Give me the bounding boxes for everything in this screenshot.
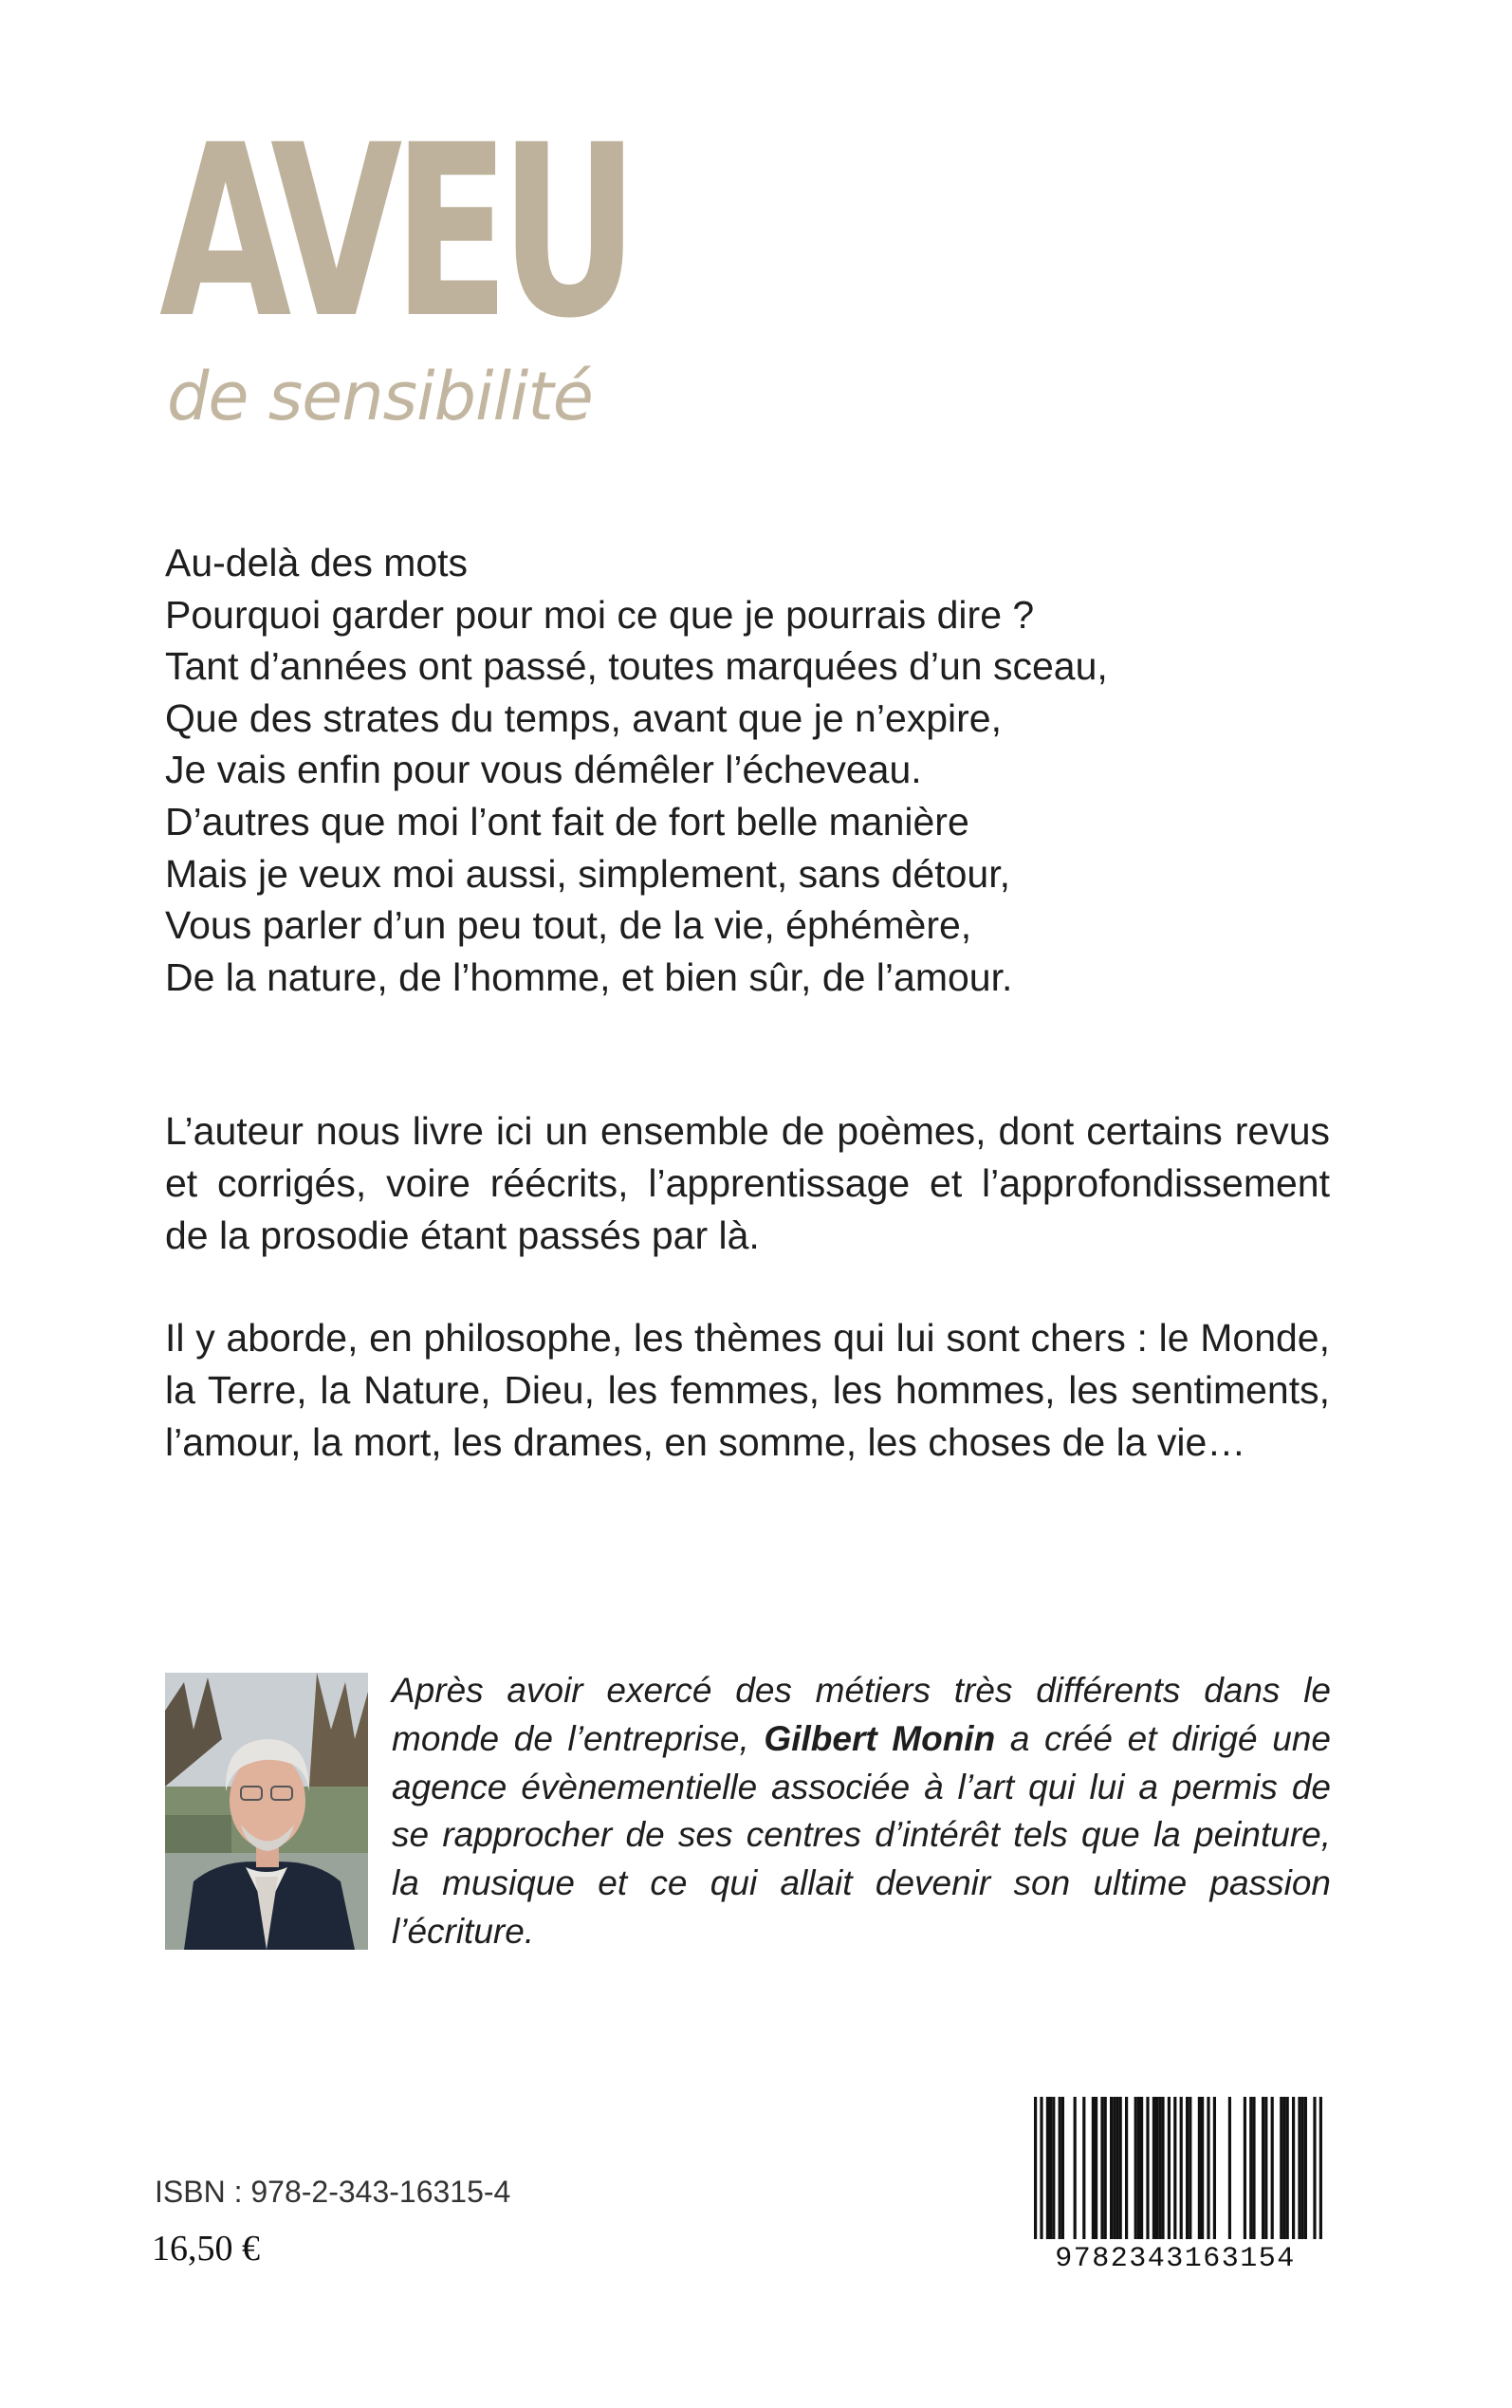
isbn: ISBN : 978-2-343-16315-4	[155, 2175, 511, 2209]
barcode-bar	[1292, 2097, 1295, 2239]
barcode-bar	[1313, 2097, 1316, 2239]
barcode-bar	[1134, 2097, 1137, 2239]
poem-line: Vous parler d’un peu tout, de la vie, éphémère,	[165, 903, 972, 948]
barcode-bar	[1186, 2097, 1189, 2239]
barcode-bar	[1061, 2097, 1064, 2239]
poem-line: D’autres que moi l’ont fait de fort belle manière	[165, 799, 969, 843]
barcode-bar	[1198, 2097, 1201, 2239]
barcode-bar	[1046, 2097, 1049, 2239]
poem-excerpt	[165, 537, 1351, 1003]
barcode-bar	[1158, 2097, 1161, 2239]
barcode-bar	[1119, 2097, 1122, 2239]
barcode-bar	[1146, 2097, 1149, 2239]
book-subtitle: de sensibilité	[167, 358, 593, 435]
barcode-bar	[1282, 2097, 1285, 2239]
barcode-bar	[1052, 2097, 1055, 2239]
barcode-bar	[1271, 2097, 1274, 2239]
barcode-bar	[1040, 2097, 1042, 2239]
author-photo	[165, 1673, 368, 1950]
barcode-bar	[1180, 2097, 1183, 2239]
barcode-bar	[1155, 2097, 1158, 2239]
barcode-bar	[1104, 2097, 1107, 2239]
blurb-paragraph-2: Il y aborde, en philosophe, les thèmes qui lui sont chers : le Monde, la Terre, la Nature, Dieu, les femmes, les hommes, les sentiments, l’amour, la mort, les drames, en somme, les choses de la vie…	[165, 1316, 1330, 1464]
barcode-bar	[1140, 2097, 1143, 2239]
barcode	[1019, 2093, 1332, 2271]
barcode-bar	[1125, 2097, 1128, 2239]
barcode-bar	[1116, 2097, 1118, 2239]
barcode-bar	[1074, 2097, 1077, 2239]
poem-line: Pourquoi garder pour moi ce que je pourrais dire ?	[165, 592, 1035, 637]
barcode-bar	[1213, 2097, 1216, 2239]
barcode-bar	[1262, 2097, 1264, 2239]
barcode-bar	[1092, 2097, 1095, 2239]
barcode-bar	[1110, 2097, 1113, 2239]
barcode-bar	[1304, 2097, 1307, 2239]
price: 16,50 €	[152, 2229, 260, 2269]
barcode-bar	[1137, 2097, 1140, 2239]
barcode-bar	[1286, 2097, 1289, 2239]
barcode-bar	[1161, 2097, 1164, 2239]
barcode-bar	[1249, 2097, 1252, 2239]
barcode-bar	[1189, 2097, 1191, 2239]
barcode-bar	[1100, 2097, 1103, 2239]
blurb-paragraph-1: L’auteur nous livre ici un ensemble de poèmes, dont certains revus et corrigés, voire réécrits, l’apprentissage et l’approfondissement de la prosodie étant passés par là.	[165, 1109, 1330, 1257]
author-bio-after: a créé et dirigé une agence évènementielle associée à l’art qui lui a permis de se rapprocher de ses centres d’intérêt tels que la peinture, la musique et ce qui allait devenir son ultime passion l’écriture.	[392, 1718, 1331, 1951]
poem-line: Au-delà des mots	[165, 541, 469, 584]
barcode-bar	[1049, 2097, 1052, 2239]
poem-line: Mais je veux moi aussi, simplement, sans détour,	[165, 851, 1010, 896]
barcode-bar	[1280, 2097, 1282, 2239]
barcode-bar	[1228, 2097, 1231, 2239]
barcode-bar	[1201, 2097, 1204, 2239]
barcode-bar	[1082, 2097, 1085, 2239]
barcode-bar	[1244, 2097, 1246, 2239]
barcode-bar	[1059, 2097, 1061, 2239]
barcode-bar	[1173, 2097, 1176, 2239]
barcode-bar	[1301, 2097, 1304, 2239]
barcode-bar	[1298, 2097, 1300, 2239]
barcode-bar	[1264, 2097, 1267, 2239]
barcode-bar	[1207, 2097, 1209, 2239]
barcode-digits: 9782343163154	[1055, 2243, 1296, 2271]
barcode-bar	[1168, 2097, 1171, 2239]
author-name: Gilbert Monin	[764, 1718, 996, 1758]
poem-line: Je vais enfin pour vous démêler l’écheveau.	[165, 748, 922, 792]
barcode-bar	[1095, 2097, 1097, 2239]
poem-line: Que des strates du temps, avant que je n’expire,	[165, 695, 1003, 740]
author-bio-before: Après avoir exercé des métiers très différents dans le monde de l’entreprise,	[392, 1671, 1331, 1758]
author-bio	[392, 1667, 1331, 1956]
barcode-bar	[1152, 2097, 1155, 2239]
barcode-bar	[1113, 2097, 1116, 2239]
poem-line: De la nature, de l’homme, et bien sûr, de l’amour.	[165, 954, 1013, 999]
book-title: AVEU	[159, 94, 630, 370]
barcode-bar	[1034, 2097, 1037, 2239]
barcode-bar	[1252, 2097, 1255, 2239]
poem-line: Tant d’années ont passé, toutes marquées d’un sceau,	[165, 644, 1108, 689]
barcode-bar	[1319, 2097, 1322, 2239]
